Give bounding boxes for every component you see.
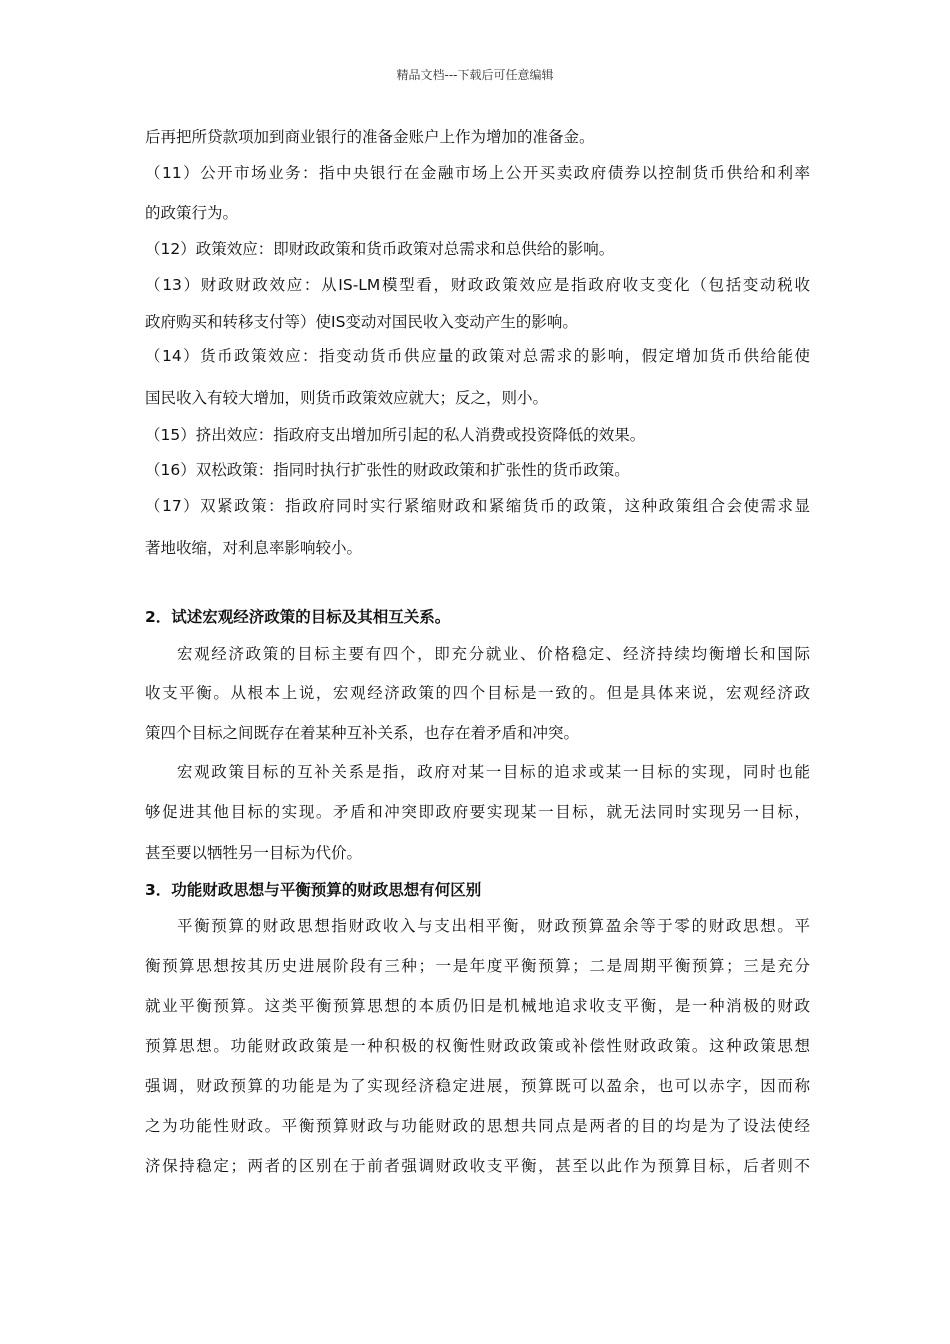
text-line: 甚至要以牺牲另一目标为代价。 — [145, 844, 363, 862]
text-line: 的政策行为。 — [145, 204, 239, 222]
text-line: 宏观政策目标的互补关系是指，政府对某一目标的追求或某一目标的实现，同时也能 — [177, 763, 810, 781]
text-line: 宏观经济政策的目标主要有四个，即充分就业、价格稳定、经济持续均衡增长和国际 — [177, 645, 810, 663]
section-heading: 2．试述宏观经济政策的目标及其相互关系。 — [145, 608, 451, 626]
text-line: 衡预算思想按其历史进展阶段有三种；一是年度平衡预算；二是周期平衡预算；三是充分 — [145, 957, 810, 975]
text-line: 强调，财政预算的功能是为了实现经济稳定进展，预算既可以盈余，也可以赤字，因而称 — [145, 1077, 810, 1095]
text-line: 策四个目标之间既存在着某种互补关系，也存在着矛盾和冲突。 — [145, 724, 580, 742]
text-line: （11）公开市场业务：指中央银行在金融市场上公开买卖政府债券以控制货币供给和利率 — [145, 164, 810, 182]
section-heading: 3．功能财政思想与平衡预算的财政思想有何区别 — [145, 881, 482, 899]
text-line: 收支平衡。从根本上说，宏观经济政策的四个目标是一致的。但是具体来说，宏观经济政 — [145, 684, 810, 702]
text-line: （14）货币政策效应：指变动货币供应量的政策对总需求的影响，假定增加货币供给能使 — [145, 347, 810, 365]
text-line: 著地收缩，对利息率影响较小。 — [145, 539, 363, 557]
text-line: （13）财政财政效应：从IS-LM模型看，财政政策效应是指政府收支变化（包括变动税收 — [145, 276, 810, 294]
text-line: （16）双松政策：指同时执行扩张性的财政政策和扩张性的货币政策。 — [145, 461, 630, 479]
text-line: 够促进其他目标的实现。矛盾和冲突即政府要实现某一目标，就无法同时实现另一目标， — [145, 803, 810, 821]
text-line: 平衡预算的财政思想指财政收入与支出相平衡，财政预算盈余等于零的财政思想。平 — [177, 917, 810, 935]
text-line: （12）政策效应：即财政政策和货币政策对总需求和总供给的影响。 — [145, 240, 615, 258]
text-line: 后再把所贷款项加到商业银行的准备金账户上作为增加的准备金。 — [145, 128, 595, 146]
page-header: 精品文档---下载后可任意编辑 — [396, 68, 554, 82]
text-line: 国民收入有较大增加，则货币政策效应就大；反之，则小。 — [145, 389, 549, 407]
text-line: 政府购买和转移支付等）使IS变动对国民收入变动产生的影响。 — [145, 313, 578, 331]
text-line: 济保持稳定；两者的区别在于前者强调财政收支平衡，甚至以此作为预算目标，后者则不 — [145, 1157, 810, 1175]
text-line: （15）挤出效应：指政府支出增加所引起的私人消费或投资降低的效果。 — [145, 426, 646, 444]
text-line: （17）双紧政策：指政府同时实行紧缩财政和紧缩货币的政策，这种政策组合会使需求显 — [145, 497, 810, 515]
text-line: 就业平衡预算。这类平衡预算思想的本质仍旧是机械地追求收支平衡，是一种消极的财政 — [145, 997, 810, 1015]
text-line: 预算思想。功能财政政策是一种积极的权衡性财政政策或补偿性财政政策。这种政策思想 — [145, 1037, 810, 1055]
text-line: 之为功能性财政。平衡预算财政与功能财政的思想共同点是两者的目的均是为了设法使经 — [145, 1117, 810, 1135]
